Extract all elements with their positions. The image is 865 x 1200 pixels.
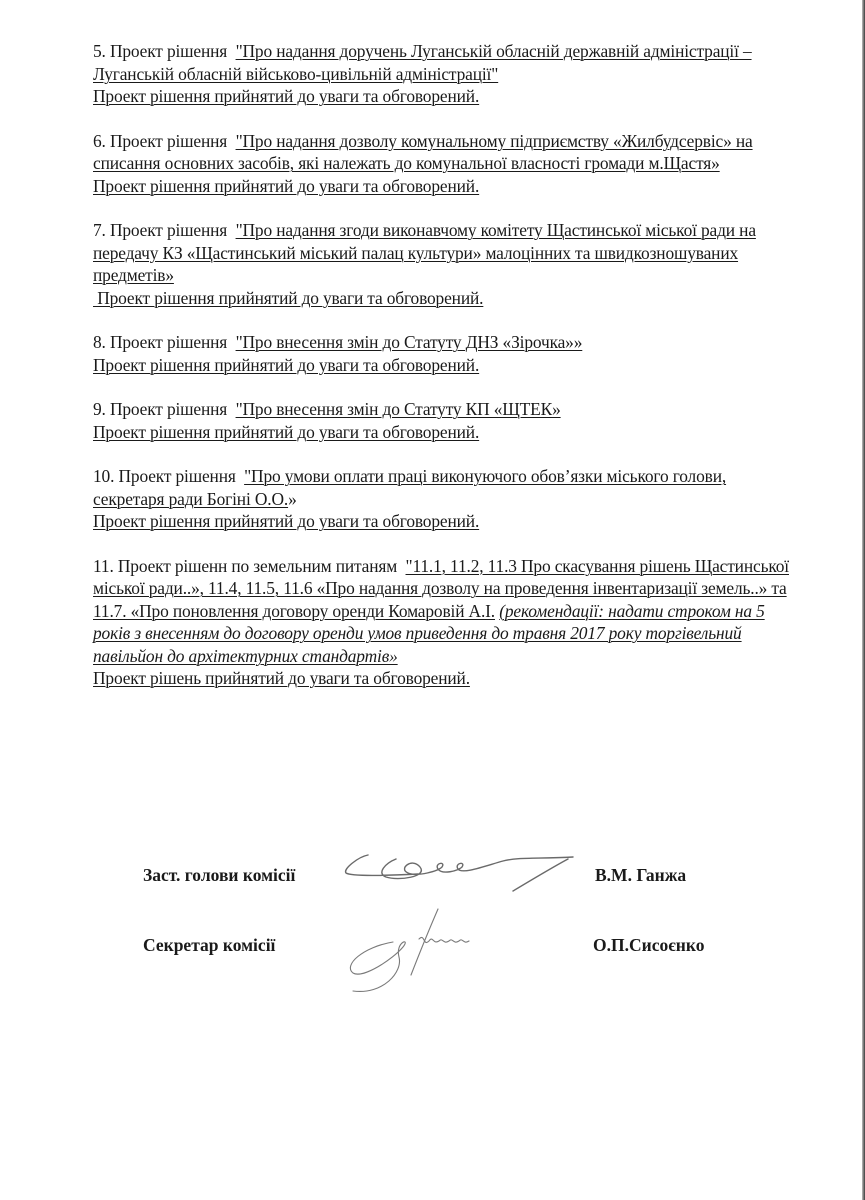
agenda-item-5 xyxy=(93,40,793,108)
item-number: 5. xyxy=(93,41,106,61)
signatory-name: О.П.Сисоєнко xyxy=(593,935,705,955)
item-heading xyxy=(93,219,793,287)
signatory-role: Заст. голови комісії xyxy=(143,865,296,885)
item-title: "Про надання згоди виконавчому комітету Щастинської міської ради на передачу КЗ «Щастинський міський палац культури» малоцінних та швидкозношуваних предметів» xyxy=(93,220,756,285)
item-result: Проект рішень прийнятий до уваги та обговорений. xyxy=(93,668,470,688)
item-heading xyxy=(93,331,793,354)
agenda-item-8 xyxy=(93,331,793,376)
handwritten-signature-icon xyxy=(338,847,598,907)
item-number: 8. xyxy=(93,332,106,352)
item-number: 6. xyxy=(93,130,106,151)
item-title: "11.1, 11.2, 11.3 Про скасування рішень Щастинської міської ради..», 11.4, 11.5, 11.6 «Про надання дозволу на проведення інвентаризації земель..» та 11.7. «Про поновлення договору оренди Комаровій А.І. xyxy=(93,555,789,621)
agenda-item-7 xyxy=(93,219,793,309)
item-title: "Про надання доручень Луганській обласній державній адміністрації – Луганській обласній військово-цивільній адміністрації" xyxy=(93,41,752,84)
item-recommendation: (рекомендації: надати строком на 5 років з внесенням до договору оренди умов приведення до травня 2017 року торгівельний павільйон до архітектурних стандартів» xyxy=(93,600,765,666)
item-result: Проект рішення прийнятий до уваги та обговорений. xyxy=(93,511,480,531)
item-number: 10. xyxy=(93,466,115,486)
signatory-role: Секретар комісії xyxy=(143,935,276,955)
agenda-item-11 xyxy=(93,555,793,690)
signature-row-deputy-head xyxy=(143,855,743,895)
item-title: "Про внесення змін до Статуту КП «ЩТЕК» xyxy=(235,399,561,419)
item-number: 9. xyxy=(93,399,106,419)
item-title-tail: » xyxy=(288,488,297,509)
handwritten-signature-icon xyxy=(333,907,533,997)
agenda-item-6 xyxy=(93,130,793,198)
item-number: 11. xyxy=(93,555,114,576)
item-result: Проект рішення прийнятий до уваги та обговорений. xyxy=(93,421,480,442)
item-title: "Про надання дозволу комунальному підприємству «Жилбудсервіс» на списання основних засобів, які належать до комунальної власності громади м.Щастя» xyxy=(93,130,753,173)
item-prefix: Проект рішення xyxy=(109,399,228,419)
item-heading xyxy=(93,398,793,421)
item-heading xyxy=(93,40,793,85)
item-title: "Про внесення змін до Статуту ДНЗ «Зірочка»» xyxy=(235,332,583,352)
item-prefix: Проект рішення xyxy=(109,332,228,352)
item-heading xyxy=(93,130,793,175)
item-heading xyxy=(93,555,793,668)
item-prefix: Проект рішення xyxy=(118,466,236,486)
item-prefix: Проект рішення xyxy=(109,130,228,151)
agenda-item-9 xyxy=(93,398,793,443)
item-result: Проект рішення прийнятий до уваги та обговорений. xyxy=(93,86,480,106)
item-number: 7. xyxy=(93,220,106,240)
item-prefix: Проект рішення xyxy=(109,220,228,240)
item-result: Проект рішення прийнятий до уваги та обговорений. xyxy=(93,354,480,375)
item-prefix: Проект рішення xyxy=(109,41,228,61)
document-body xyxy=(93,40,793,712)
item-prefix: Проект рішенн по земельним питаням xyxy=(117,555,398,576)
agenda-item-10 xyxy=(93,465,793,533)
item-heading xyxy=(93,465,793,510)
item-result: Проект рішення прийнятий до уваги та обговорений. xyxy=(93,287,484,308)
item-result: Проект рішення прийнятий до уваги та обговорений. xyxy=(93,175,480,196)
signature-row-secretary xyxy=(143,925,743,965)
signatory-name: В.М. Ганжа xyxy=(595,865,687,885)
item-title: "Про умови оплати праці виконуючого обов’язки міського голови, секретаря ради Богіні О.О. xyxy=(93,466,727,509)
